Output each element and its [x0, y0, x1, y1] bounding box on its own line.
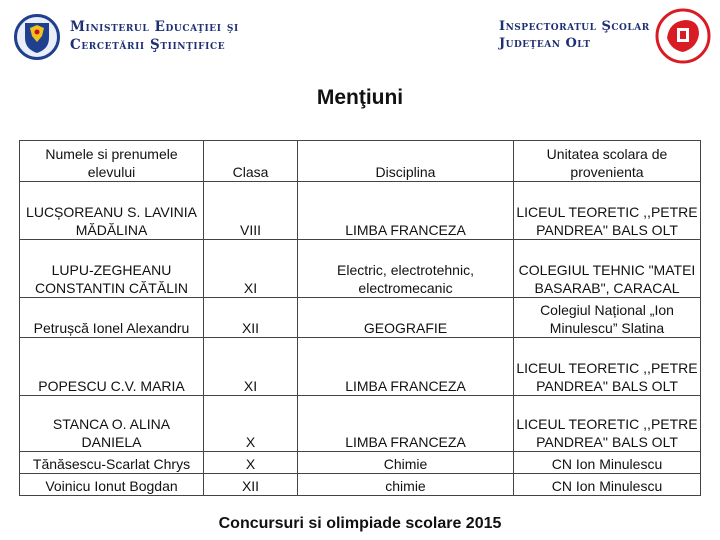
student-discipline: GEOGRAFIE — [298, 298, 514, 338]
student-name: STANCA O. ALINA DANIELA — [20, 396, 204, 452]
table-row — [20, 298, 701, 338]
student-name: Voinicu Ionut Bogdan — [20, 474, 204, 496]
student-class: XII — [204, 298, 298, 338]
table-row — [20, 182, 701, 240]
student-discipline: chimie — [298, 474, 514, 496]
ministry-line-1: Ministerul Educaţiei şi — [70, 19, 239, 35]
student-name: POPESCU C.V. MARIA — [20, 338, 204, 396]
student-class: XI — [204, 240, 298, 298]
student-class: X — [204, 396, 298, 452]
ministry-name — [70, 18, 239, 54]
student-school: LICEUL TEORETIC ,,PETRE PANDREA'' BALS OLT — [514, 338, 701, 396]
page-title: Menţiuni — [316, 86, 404, 109]
table-row — [20, 474, 701, 496]
student-school: LICEUL TEORETIC ,,PETRE PANDREA'' BALS OLT — [514, 396, 701, 452]
inspectorat-line-2: Judeţean Olt — [499, 36, 591, 51]
table-row — [20, 452, 701, 474]
mentions-table — [19, 140, 701, 496]
inspectorat-line-1: Inspectoratul Şcolar — [499, 19, 650, 34]
student-discipline: LIMBA FRANCEZA — [298, 182, 514, 240]
page-footer: Concursuri si olimpiade scolare 2015 — [218, 515, 502, 532]
romania-coat-of-arms-icon — [14, 14, 60, 60]
student-class: XI — [204, 338, 298, 396]
student-school: COLEGIUL TEHNIC "MATEI BASARAB", CARACAL — [514, 240, 701, 298]
student-discipline: Electric, electrotehnic, electromecanic — [298, 240, 514, 298]
student-name: Petrușcă Ionel Alexandru — [20, 298, 204, 338]
student-class: VIII — [204, 182, 298, 240]
header-class: Clasa — [204, 141, 298, 182]
table-row — [20, 338, 701, 396]
table-row — [20, 240, 701, 298]
header-discipline: Disciplina — [298, 141, 514, 182]
student-discipline: Chimie — [298, 452, 514, 474]
student-discipline: LIMBA FRANCEZA — [298, 396, 514, 452]
isj-olt-logo-icon — [655, 8, 711, 64]
inspectorat-name — [499, 18, 650, 52]
student-name: LUCȘOREANU S. LAVINIA MĂDĂLINA — [20, 182, 204, 240]
table-row — [20, 396, 701, 452]
header-name: Numele si prenumele elevului — [20, 141, 204, 182]
student-name: Tănăsescu-Scarlat Chrys — [20, 452, 204, 474]
student-class: XII — [204, 474, 298, 496]
student-school: CN Ion Minulescu — [514, 474, 701, 496]
header-school: Unitatea scolara de provenienta — [514, 141, 701, 182]
student-name: LUPU-ZEGHEANU CONSTANTIN CĂTĂLIN — [20, 240, 204, 298]
student-school: CN Ion Minulescu — [514, 452, 701, 474]
table-header-row — [20, 141, 701, 182]
page-header — [0, 0, 720, 80]
student-class: X — [204, 452, 298, 474]
ministry-line-2: Cercetării Ştiinţifice — [70, 37, 226, 53]
student-school: LICEUL TEORETIC ,,PETRE PANDREA'' BALS OLT — [514, 182, 701, 240]
student-school: Colegiul Național „Ion Minulescu” Slatina — [514, 298, 701, 338]
student-discipline: LIMBA FRANCEZA — [298, 338, 514, 396]
